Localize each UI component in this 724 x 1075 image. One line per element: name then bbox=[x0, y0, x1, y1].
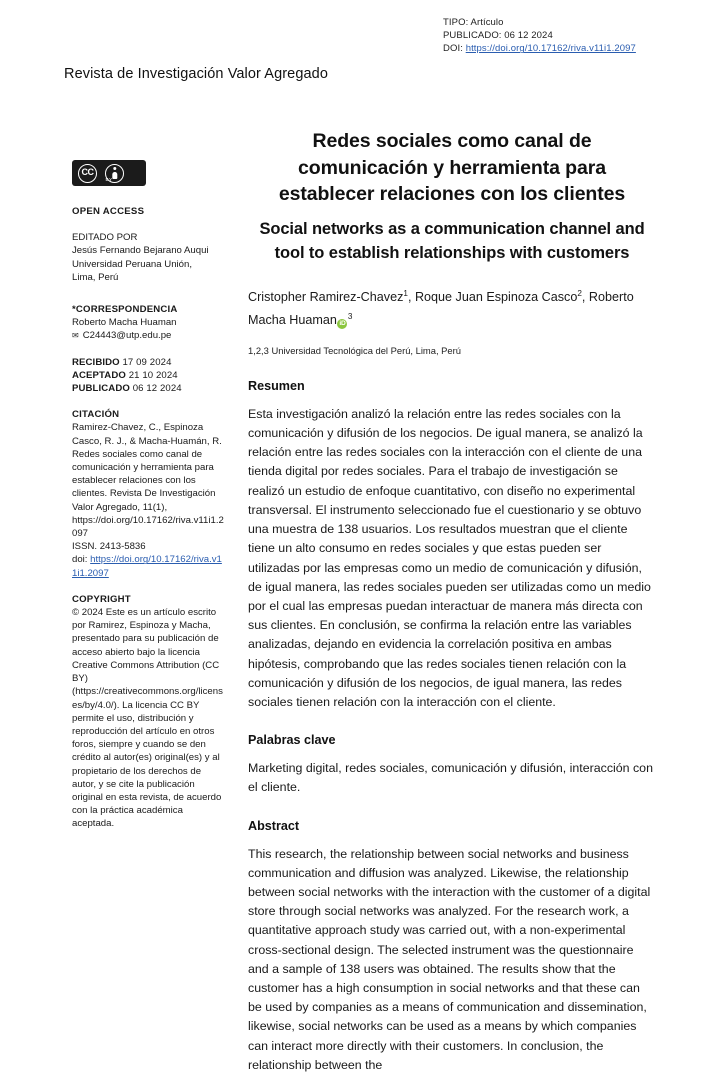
correspondence-name: Roberto Macha Huaman bbox=[72, 317, 177, 329]
cc-by-label: BY bbox=[105, 177, 113, 183]
received-label: RECIBIDO bbox=[72, 356, 120, 368]
author-3-name: Roberto Macha Huaman bbox=[248, 289, 634, 327]
cc-logo-icon: CC bbox=[78, 164, 97, 183]
citation-label: CITACIÓN bbox=[72, 409, 120, 421]
open-access-label: OPEN ACCESS bbox=[72, 206, 145, 217]
author-1-affiliation-marker: 1 bbox=[403, 288, 408, 298]
affiliation-line: 1,2,3 Universidad Tecnológica del Perú, Lima, Perú bbox=[248, 344, 461, 356]
article-type: TIPO: Artículo bbox=[443, 17, 504, 28]
citation-text: Ramirez-Chavez, C., Espinoza Casco, R. J., & Macha-Huamán, R. Redes sociales como canal de comunicación y herramienta para establecer relaciones con los clientes. Revista De Investigación Valor Agregado, 11(1), https://doi.org/10.17162/riva.v11i1.2097 bbox=[72, 422, 224, 540]
article-title-spanish: Redes sociales como canal de comunicación y herramienta para establecer relaciones con los clientes bbox=[278, 130, 626, 205]
orcid-icon[interactable]: iD bbox=[339, 319, 346, 327]
received-value: 17 09 2024 bbox=[122, 356, 172, 368]
abstract-text: This research, the relationship between social networks and business communication and diffusion was analyzed. Likewise, the relationship between social networks with the interaction with the customer of a digital store through social networks was analyzed. For the research work, a quantitative approach study was carried out, with a non-experimental cross-sectional design. The selected instrument was the questionnaire and a sample of 138 users was obtained. The results show that the customer has a high consumption in social networks and that these can be used by companies as a means of communication and dissemination, likewise, social networks can be used as a means by which companies can interact more directly with their customers. In conclusion, the relationship between the bbox=[248, 846, 651, 1072]
doi-row bbox=[443, 42, 636, 55]
editor-affiliation-line1: Universidad Peruana Unión, bbox=[72, 258, 192, 270]
published-date: PUBLICADO: 06 12 2024 bbox=[443, 30, 553, 42]
citation-doi-row bbox=[72, 553, 224, 579]
editor-affiliation-line2: Lima, Perú bbox=[72, 271, 119, 283]
correspondence-label: *CORRESPONDENCIA bbox=[72, 304, 178, 316]
doi-link[interactable]: https://doi.org/10.17162/riva.v11i1.2097 bbox=[465, 43, 636, 55]
doi-label: DOI: bbox=[443, 43, 463, 55]
author-list bbox=[248, 284, 656, 330]
author-2-name: Roque Juan Espinoza Casco bbox=[414, 289, 578, 304]
copyright-text: © 2024 Este es un artículo escrito por Ramirez, Espinoza y Macha, presentado para su publicación de acceso abierto bajo la licencia Creative Commons Attribution (CC BY) (https://creativecommons.org/licenses/by/4.0/). La licencia CC BY permite el uso, distribución y reproducción del artículo en otros foros, siempre y cuando se den crédito al autor(es) original(es) y al propietario de los derechos de autor, y se cite la publicación original en esta revista, de acuerdo con la práctica académica aceptada. bbox=[72, 607, 223, 830]
citation-doi-label: doi: bbox=[72, 554, 88, 566]
accepted-label: ACEPTADO bbox=[72, 369, 126, 381]
published-label: PUBLICADO bbox=[72, 383, 130, 395]
correspondence-email[interactable]: C24443@utp.edu.pe bbox=[82, 330, 172, 342]
creative-commons-badge-icon bbox=[72, 160, 146, 186]
journal-title: Revista de Investigación Valor Agregado bbox=[64, 66, 328, 82]
issn: ISSN. 2413-5836 bbox=[72, 541, 146, 553]
resumen-heading: Resumen bbox=[248, 378, 305, 393]
envelope-icon: ✉ bbox=[72, 331, 79, 341]
abstract-heading: Abstract bbox=[248, 818, 300, 833]
copyright-label: COPYRIGHT bbox=[72, 593, 131, 605]
published-row bbox=[72, 382, 224, 395]
keywords-text: Marketing digital, redes sociales, comunicación y difusión, interacción con el cliente. bbox=[248, 761, 653, 795]
main-content bbox=[248, 128, 656, 1075]
resumen-text: Esta investigación analizó la relación entre las redes sociales con la comunicación y difusión de los negocios. De igual manera, se analizó la relación entre las redes sociales con la interacción con el cliente de una tienda digital por redes sociales. Para el trabajo de investigación se realizó un estudio de enfoque cuantitativo, con diseño no experimental transversal. El instrumento seleccionado fue el cuestionario y se obtuvo una muestra de 138 usuarios. Los resultados muestran que el cliente tiene un alto consumo en redes sociales y que estas pueden ser utilizadas por las empresas como un medio de comunicación y difusión, de igual manera, las redes sociales pueden ser utilizadas como un medio por el cual las empresas puedan interactuar de manera más directa con sus clientes. En conclusión, se confirma la relación entre las variables analizadas, dejando en evidencia la correlación positiva en ambas hipótesis, comprobando que las redes sociales tienen relación con la comunicación y difusión de los negocios, de igual manera, las redes sociales tienen relación con la interacción con el cliente. bbox=[248, 406, 651, 709]
correspondence-email-row[interactable] bbox=[72, 329, 224, 342]
article-title-english: Social networks as a communication channel and tool to establish relationships with customers bbox=[259, 219, 645, 262]
edited-by-label: EDITADO POR bbox=[72, 232, 138, 244]
header-metadata bbox=[443, 16, 636, 56]
received-row bbox=[72, 356, 224, 369]
accepted-row bbox=[72, 369, 224, 382]
page-header bbox=[0, 16, 724, 82]
published-value: 06 12 2024 bbox=[132, 383, 182, 395]
author-separator-2: , bbox=[581, 289, 589, 304]
author-3-affiliation-marker: 3 bbox=[347, 311, 353, 321]
author-separator-1: , bbox=[407, 289, 415, 304]
accepted-value: 21 10 2024 bbox=[128, 369, 178, 381]
citation-doi-link[interactable]: https://doi.org/10.17162/riva.v11i1.2097 bbox=[72, 554, 222, 579]
author-1-name: Cristopher Ramirez-Chavez bbox=[248, 289, 404, 304]
editor-name: Jesús Fernando Bejarano Auqui bbox=[72, 245, 209, 257]
author-2-affiliation-marker: 2 bbox=[577, 288, 582, 298]
sidebar bbox=[72, 160, 224, 831]
keywords-heading: Palabras clave bbox=[248, 733, 336, 748]
